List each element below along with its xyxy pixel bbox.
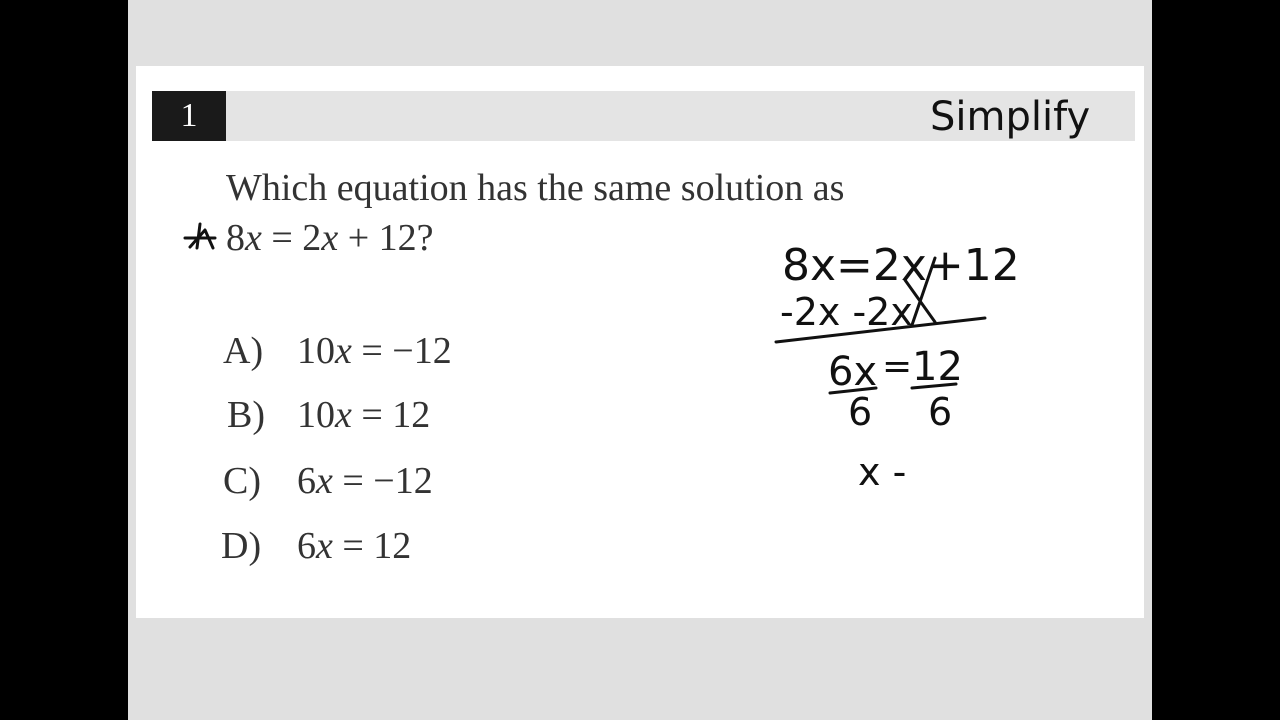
choice-a[interactable]	[223, 329, 263, 373]
work-line-3-eq: =	[882, 346, 913, 387]
choice-d[interactable]	[221, 524, 261, 568]
question-number: 1	[152, 91, 226, 141]
choice-b-equation: 10x = 12	[297, 394, 431, 436]
choice-b-letter: B)	[227, 394, 265, 436]
choice-a-letter: A)	[223, 330, 264, 372]
choice-a-equation: 10x = −12	[297, 330, 452, 372]
choice-c[interactable]	[223, 459, 261, 503]
work-line-5: x -	[858, 450, 907, 494]
work-den-right: 6	[928, 390, 953, 434]
question-text-line2: 8x = 2x + 12?	[226, 217, 434, 259]
slide-background	[128, 0, 1152, 720]
choice-c-equation: 6x = −12	[297, 460, 433, 502]
work-den-left: 6	[848, 390, 873, 434]
choice-d-letter: D)	[221, 525, 262, 567]
question-card	[136, 66, 1144, 618]
work-line-3-left: 6x	[828, 349, 878, 395]
work-line-2: -2x -2x	[780, 290, 913, 334]
choice-c-letter: C)	[223, 460, 261, 502]
simplify-note: Simplify	[930, 94, 1091, 140]
question-text-line1: Which equation has the same solution as	[226, 167, 845, 209]
work-line-3-right: 12	[912, 344, 963, 390]
question-header-bar	[152, 91, 1135, 141]
choice-b[interactable]	[227, 393, 265, 437]
work-line-1: 8x=2x+12	[782, 240, 1020, 291]
choice-d-equation: 6x = 12	[297, 525, 412, 567]
